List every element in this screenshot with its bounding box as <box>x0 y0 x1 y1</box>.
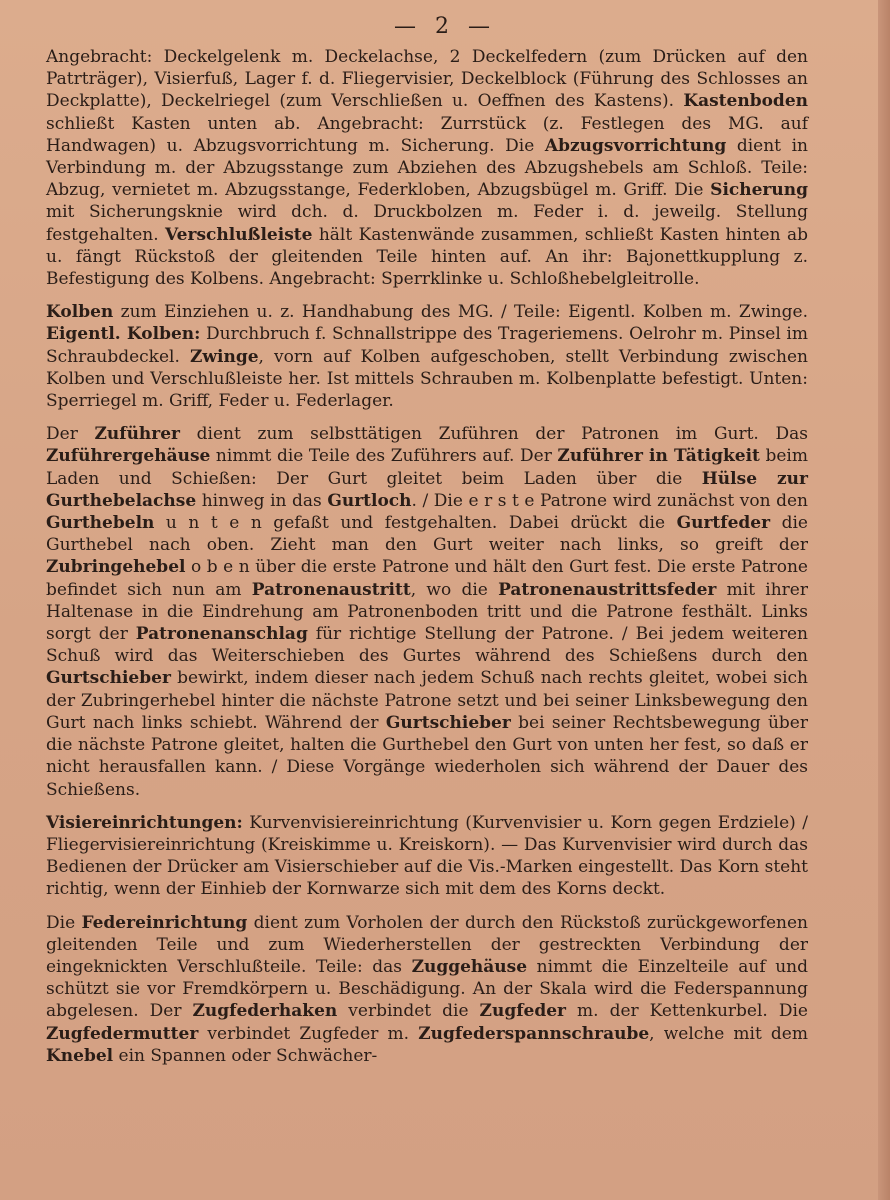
text-run: bei seiner Rechtsbewegung über die nächste Patrone gleitet, halten die Gurthebel den Gurt von unten her fest, so daß er nicht herausfallen kann. / Diese Vorgänge wiederholen sich während der Dauer des Schießens. <box>46 712 808 800</box>
bold-term: Gurtschieber <box>46 668 171 689</box>
text-run: mit ihrer Haltenase in die Eindrehung am Patronenboden tritt und die Patrone festhält. Links sorgt der <box>46 579 808 645</box>
text-run: schließt Kasten unten ab. Angebracht: Zurrstück (z. Festlegen des MG. auf Handwagen) u. Abzugsvorrichtung m. Sicherung. Die <box>46 113 808 156</box>
text-run: nimmt die Teile des Zuführers auf. Der <box>210 446 558 467</box>
text-run: verbindet die <box>337 1001 480 1022</box>
bold-term: Visiereinrichtungen: <box>46 812 243 833</box>
bold-term: Zugfeder <box>479 1001 566 1022</box>
bold-term: Patronenaustrittsfeder <box>498 579 717 600</box>
text-run: bewirkt, indem dieser nach jedem Schuß nach rechts gleitet, wobei sich der Zubringerhebel hinter die nächste Patrone setzt und bei seiner Linksbewegung den Gurt nach links schiebt. Während der <box>46 668 808 733</box>
text-run: o b e n über die erste Patrone und hält den Gurt fest. Die erste Patrone befindet sich nun am <box>46 557 808 600</box>
bold-term: Knebel <box>46 1045 114 1066</box>
text-run: Die <box>46 912 82 933</box>
text-run: dient zum Vorholen der durch den Rückstoß zurückgeworfenen gleitenden Teile und zum Wiederherstellen der gestreckten Verbindung der eingeknickten Verschlußteile. Teile: das <box>46 912 808 977</box>
text-run: Angebracht: Deckelgelenk m. Deckelachse, 2 Deckelfedern (zum Drücken auf den Patrträger), Visierfuß, Lager f. d. Fliegervisier, Deckelblock (Führung des Schlosses an Deckplatte), Deckelriegel (zum Verschließen u. Oeffnen des Kastens). <box>46 47 808 112</box>
text-run: hinweg in das <box>196 490 328 511</box>
text-run: für richtige Stellung der Patrone. / Bei jedem weiteren Schuß wird das Weiterschieben des Gurtes während des Schießens durch den <box>46 624 808 667</box>
bold-term: Gurtloch <box>327 490 412 511</box>
bold-term: Gurthebeln <box>46 513 155 534</box>
bold-term: Zugfedermutter <box>46 1023 199 1044</box>
bold-term: Abzugsvorrichtung <box>544 135 727 156</box>
paragraph <box>46 423 808 800</box>
bold-term: Zuführer in Tätigkeit <box>557 446 760 467</box>
bold-term: Zugfederhaken <box>192 1001 338 1022</box>
text-run: u n t e n gefaßt und festgehalten. Dabei drückt die <box>154 513 677 534</box>
text-run: zum Einziehen u. z. Handhabung des MG. / Teile: Eigentl. Kolben m. Zwinge. <box>113 302 808 323</box>
text-run: mit Sicherungsknie wird dch. d. Druckbolzen m. Feder i. d. jeweilg. Stellung festgehalten. <box>46 202 808 245</box>
bold-term: Kolben <box>46 302 114 323</box>
bold-term: Eigentl. Kolben: <box>46 324 201 345</box>
text-run: dient in Verbindung m. der Abzugsstange zum Abziehen des Abzugshebels am Schloß. Teile: Abzug, vernietet m. Abzugsstange, Federkloben, Abzugsbügel m. Griff. Die <box>46 135 808 201</box>
bold-term: Hülse zur Gurthebelachse <box>46 468 808 511</box>
bold-term: Kastenboden <box>683 91 808 112</box>
paragraph <box>46 912 808 1067</box>
text-run: Durchbruch f. Schnallstrippe des Trageriemens. Oelrohr m. Pinsel im Schraubdeckel. <box>46 324 808 367</box>
text-run: nimmt die Einzelteile auf und schützt sie vor Fremdkörpern u. Beschädigung. An der Skala wird die Federspannung abgelesen. Der <box>46 956 808 1022</box>
page-edge <box>878 0 890 1200</box>
text-run: dient zum selbsttätigen Zuführen der Patronen im Gurt. Das <box>180 424 808 445</box>
text-run: hält Kastenwände zusammen, schließt Kasten hinten ab u. fängt Rückstoß der gleitenden Teile hinten auf. An ihr: Bajonettkupplung z. Befestigung des Kolbens. Angebracht: Sperrklinke u. Schloßhebelgleitrolle. <box>46 224 809 290</box>
text-run: Kurvenvisiereinrichtung (Kurvenvisier u. Korn gegen Erdziele) / Fliegervisiereinrichtung (Kreiskimme u. Kreiskorn). — Das Kurvenvisier wird durch das Bedienen der Drücker am Visierschieber auf die Vis.-Marken eingestellt. Das Korn steht richtig, wenn der Einhieb der Kornwarze sich mit dem des Korns deckt. <box>46 812 808 900</box>
page-number: — 2 — <box>394 14 496 39</box>
bold-term: Verschlußleiste <box>165 224 313 245</box>
paragraph <box>46 46 808 290</box>
text-run: beim Laden und Schießen: Der Gurt gleitet beim Laden über die <box>46 446 808 489</box>
bold-term: Patronenaustritt <box>251 579 411 600</box>
bold-term: Gurtfeder <box>676 513 771 534</box>
text-run: , wo die <box>410 579 499 600</box>
bold-term: Gurtschieber <box>385 712 511 733</box>
text-run: , welche mit dem <box>649 1023 808 1044</box>
text-run: , vorn auf Kolben aufgeschoben, stellt Verbindung zwischen Kolben und Verschlußleiste her. Ist mittels Schrauben m. Kolbenplatte befestigt. Unten: Sperriegel m. Griff, Feder u. Federlager. <box>46 346 808 412</box>
body-text <box>46 46 808 1078</box>
paragraph <box>46 812 808 901</box>
bold-term: Zwinge <box>189 346 259 367</box>
text-run: ein Spannen oder Schwächer- <box>113 1045 378 1066</box>
bold-term: Zuführer <box>94 424 181 445</box>
text-run: verbindet Zugfeder m. <box>198 1023 419 1044</box>
bold-term: Zugfederspannschraube <box>418 1023 650 1044</box>
text-run: Der <box>46 424 95 445</box>
text-run: . / Die e r s t e Patrone wird zunächst von den <box>411 490 808 511</box>
text-run: m. der Kettenkurbel. Die <box>566 1001 808 1022</box>
paragraph <box>46 301 808 412</box>
bold-term: Federeinrichtung <box>81 912 248 933</box>
bold-term: Zuführergehäuse <box>46 446 211 467</box>
bold-term: Zuggehäuse <box>411 956 528 977</box>
text-run: die Gurthebel nach oben. Zieht man den Gurt weiter nach links, so greift der <box>46 513 808 556</box>
bold-term: Zubringehebel <box>46 557 186 578</box>
bold-term: Patronenanschlag <box>135 624 308 645</box>
bold-term: Sicherung <box>710 180 808 201</box>
